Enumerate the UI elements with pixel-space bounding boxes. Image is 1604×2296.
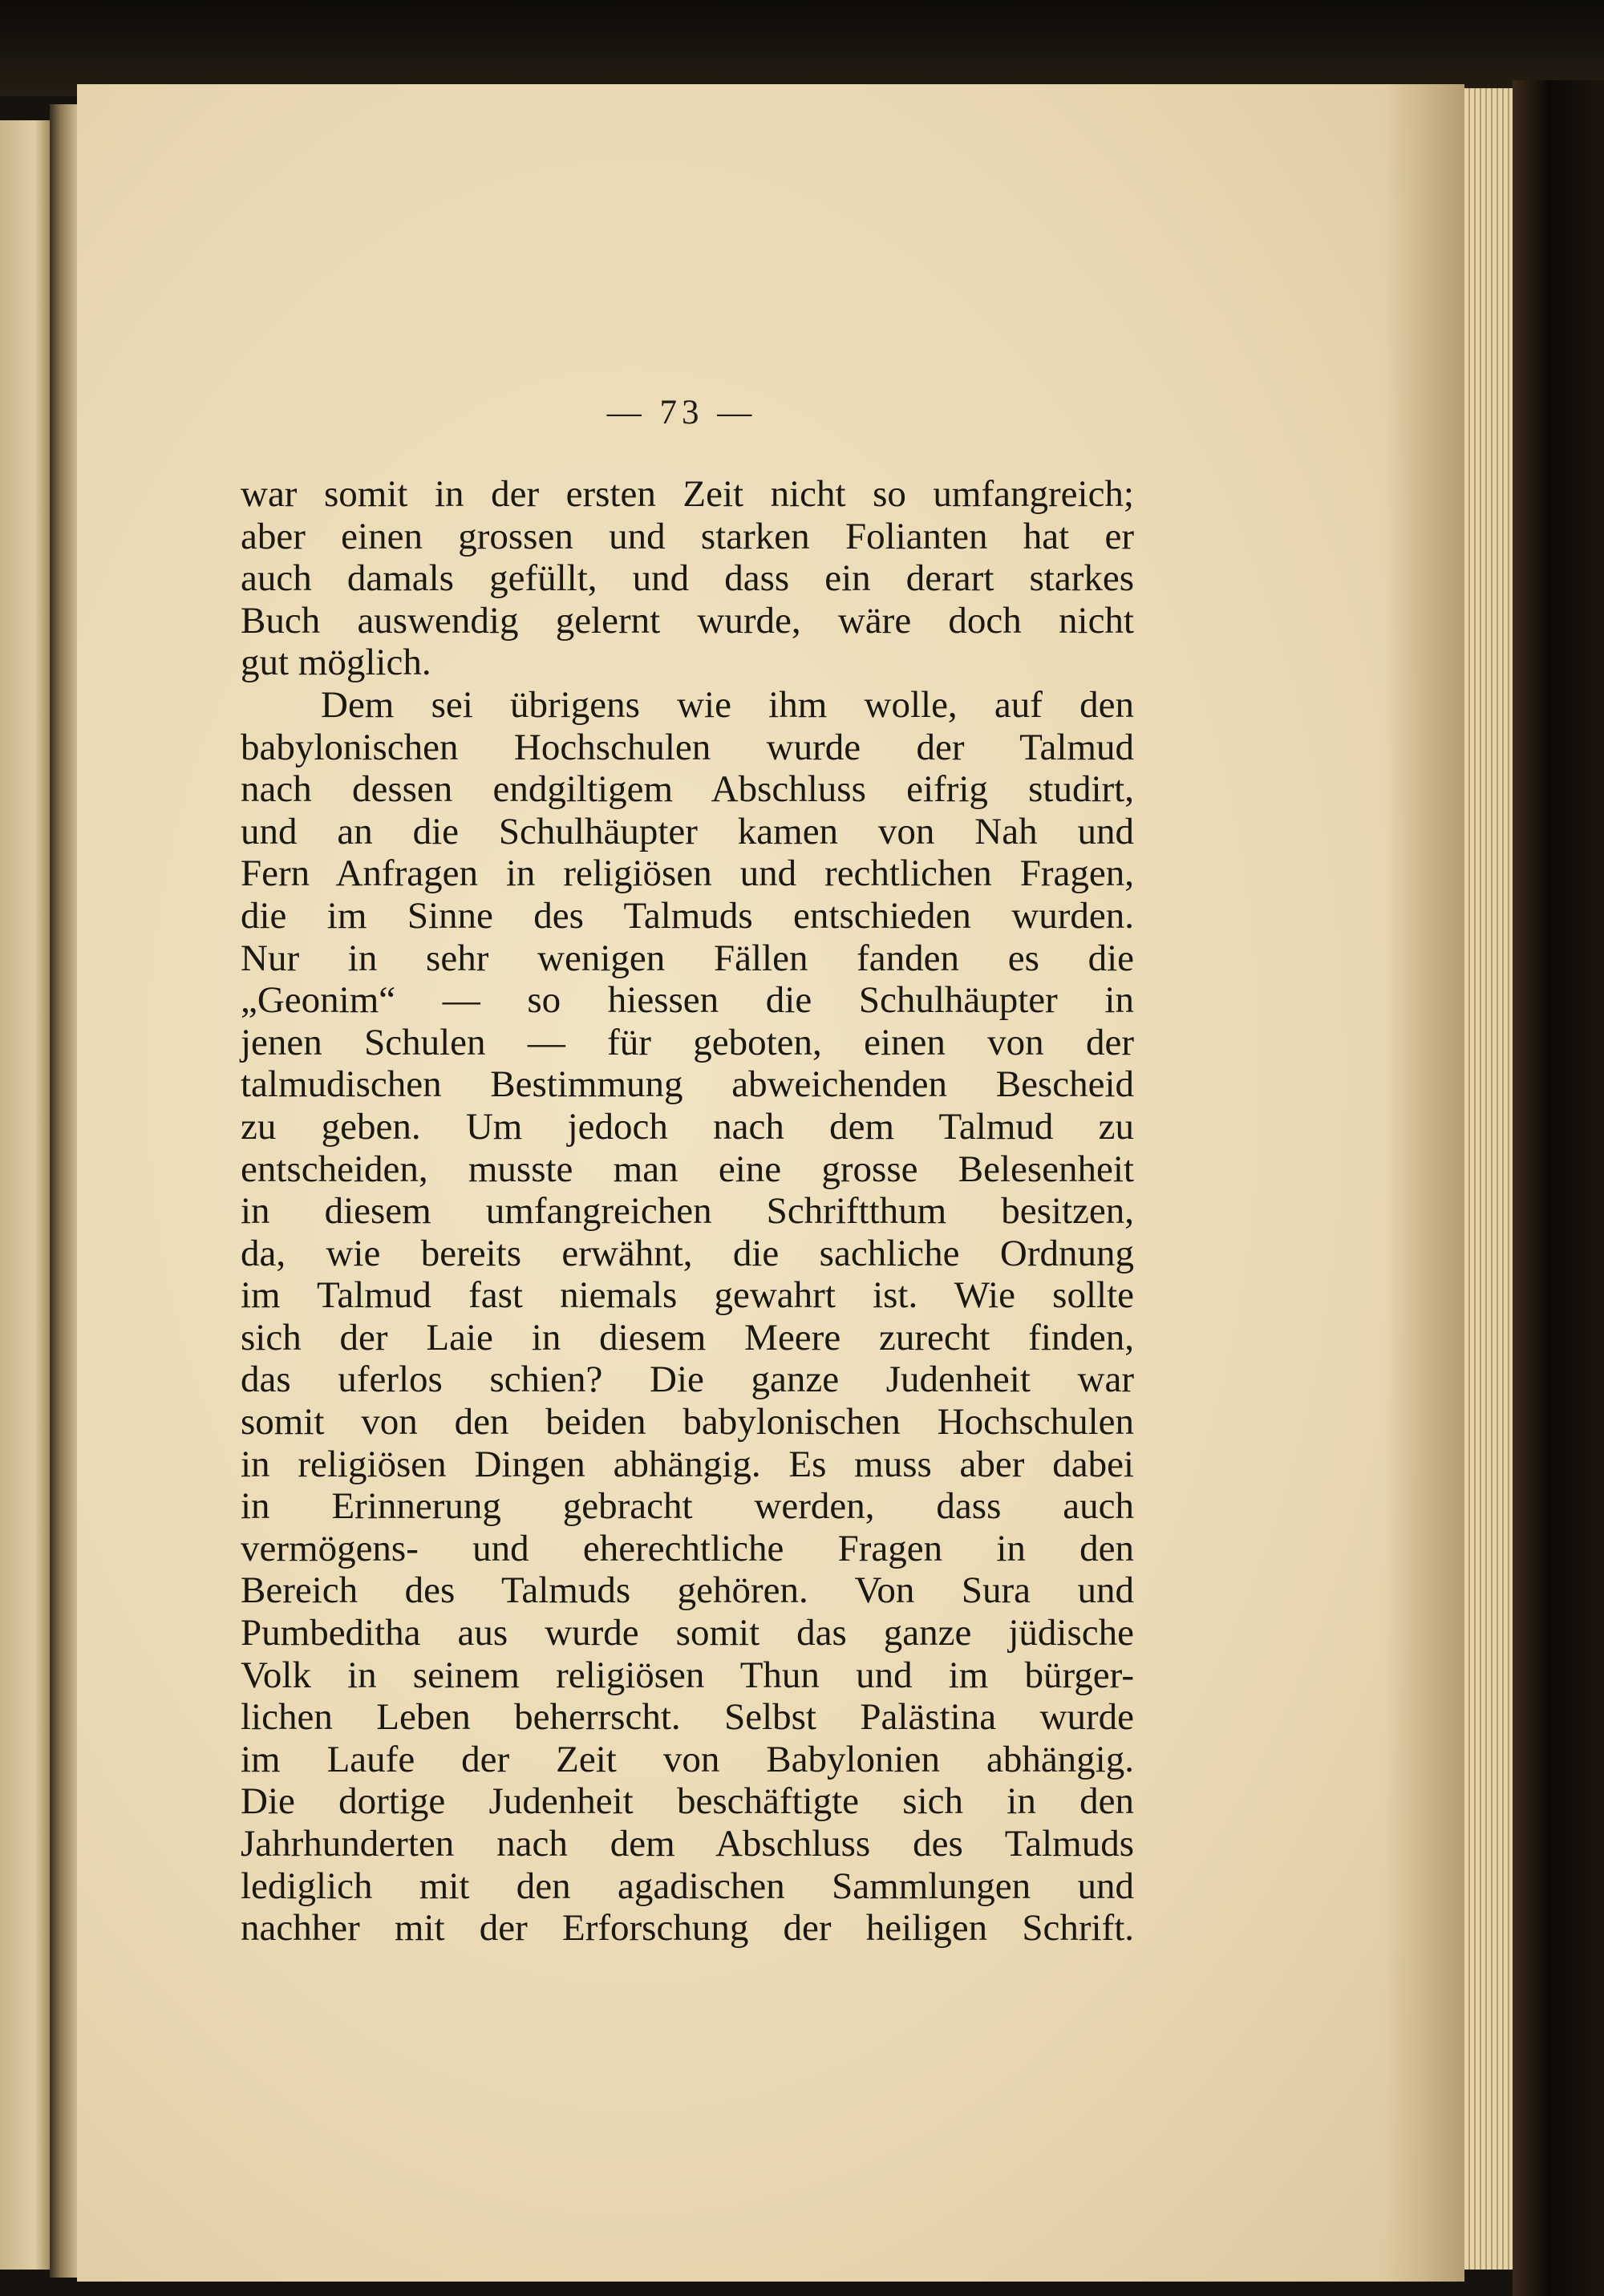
text-line: lediglich mit den agadischen Sammlungen und	[241, 1865, 1134, 1907]
text-line: im Talmud fast niemals gewahrt ist. Wie sollte	[241, 1274, 1134, 1317]
facing-page-edge	[0, 120, 50, 2270]
body-text	[241, 473, 1134, 1950]
text-line: talmudischen Bestimmung abweichenden Bescheid	[241, 1063, 1134, 1106]
text-line: in religiösen Dingen abhängig. Es muss aber dabei	[241, 1443, 1134, 1485]
text-line: Fern Anfragen in religiösen und rechtlichen Fragen,	[241, 852, 1134, 895]
text-line: auch damals gefüllt, und dass ein derart starkes	[241, 557, 1134, 600]
text-line: im Laufe der Zeit von Babylonien abhängig.	[241, 1738, 1134, 1780]
text-line: „Geonim“ — so hiessen die Schulhäupter in	[241, 979, 1134, 1022]
text-line: gut möglich.	[241, 642, 431, 684]
text-line: Dem sei übrigens wie ihm wolle, auf den	[321, 683, 1134, 726]
book-cover-edge	[1513, 80, 1604, 2296]
text-line: nachher mit der Erforschung der heiligen Schrift.	[241, 1907, 1134, 1950]
page-number: — 73 —	[606, 394, 757, 431]
text-line: in diesem umfangreichen Schriftthum besitzen,	[241, 1190, 1134, 1233]
text-line: Bereich des Talmuds gehören. Von Sura und	[241, 1569, 1134, 1612]
text-line: Jahrhunderten nach dem Abschluss des Talmuds	[241, 1823, 1134, 1865]
text-line: entscheiden, musste man eine grosse Belesenheit	[241, 1148, 1134, 1190]
text-line: Nur in sehr wenigen Fällen fanden es die	[241, 937, 1134, 979]
book-gutter	[50, 104, 77, 2278]
text-line: in Erinnerung gebracht werden, dass auch	[241, 1485, 1134, 1528]
text-line: aber einen grossen und starken Folianten hat er	[241, 515, 1134, 557]
page-shading	[1384, 84, 1464, 2282]
page-stack-edge	[1464, 88, 1513, 2270]
text-line: da, wie bereits erwähnt, die sachliche Ordnung	[241, 1232, 1134, 1274]
text-line: zu geben. Um jedoch nach dem Talmud zu	[241, 1105, 1134, 1148]
text-line: Die dortige Judenheit beschäftigte sich in den	[241, 1780, 1134, 1823]
text-line: war somit in der ersten Zeit nicht so umfangreich;	[241, 473, 1134, 515]
text-line: babylonischen Hochschulen wurde der Talmud	[241, 726, 1134, 768]
text-line: die im Sinne des Talmuds entschieden wurden.	[241, 894, 1134, 937]
text-line: jenen Schulen — für geboten, einen von der	[241, 1021, 1134, 1063]
text-line: Buch auswendig gelernt wurde, wäre doch nicht	[241, 599, 1134, 642]
book-top-edge	[0, 0, 1604, 96]
text-line: sich der Laie in diesem Meere zurecht finden,	[241, 1316, 1134, 1359]
text-line: nach dessen endgiltigem Abschluss eifrig studirt,	[241, 768, 1134, 811]
text-line: Pumbeditha aus wurde somit das ganze jüdische	[241, 1612, 1134, 1654]
text-line: somit von den beiden babylonischen Hochschulen	[241, 1401, 1134, 1444]
text-line: lichen Leben beherrscht. Selbst Palästina wurde	[241, 1696, 1134, 1739]
text-line: vermögens- und eherechtliche Fragen in den	[241, 1527, 1134, 1569]
text-line: und an die Schulhäupter kamen von Nah und	[241, 810, 1134, 852]
text-line: Volk in seinem religiösen Thun und im bürger-	[241, 1654, 1134, 1696]
text-line: das uferlos schien? Die ganze Judenheit war	[241, 1359, 1134, 1401]
